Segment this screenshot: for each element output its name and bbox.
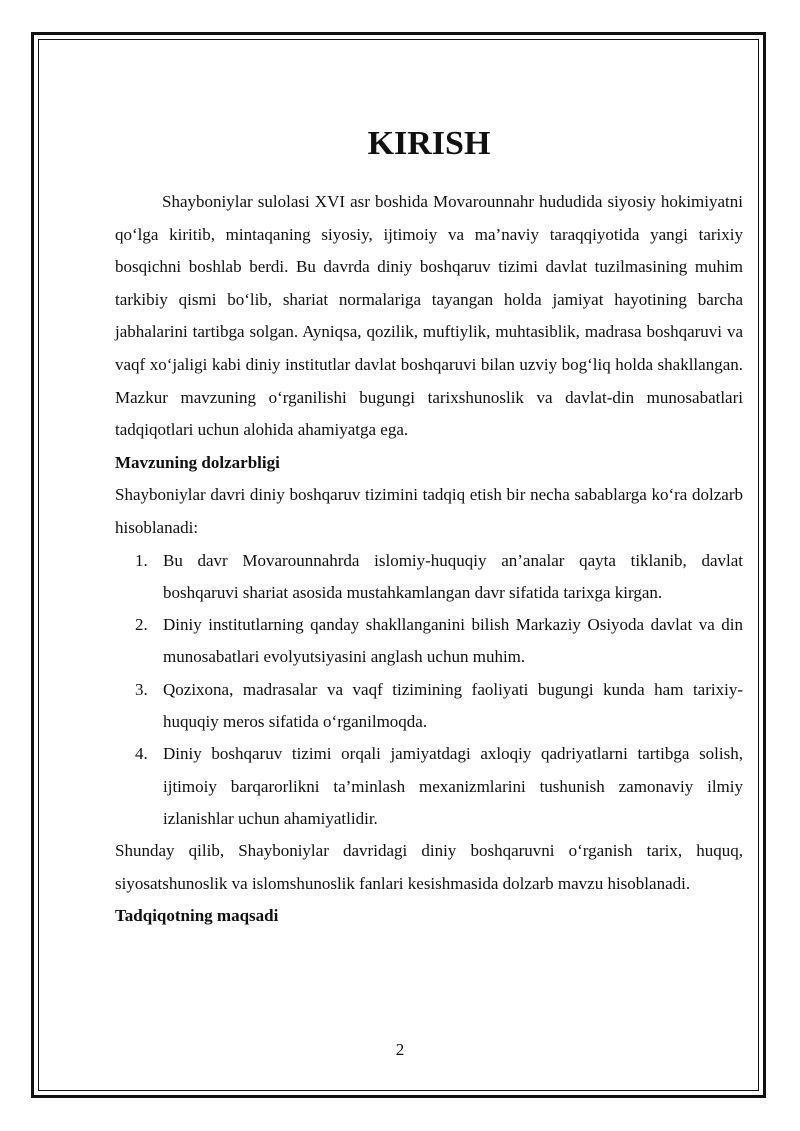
list-item-text: Qozixona, madrasalar va vaqf tizimining faoliyati bugungi kunda ham tarixiy-huquqiy meros sifatida o‘rganilmoqda. <box>163 679 743 732</box>
list-item-text: Bu davr Movarounnahrda islomiy-huquqiy an’analar qayta tiklanib, davlat boshqaruvi shariat asosida mustahkamlangan davr sifatida tarixga kirgan. <box>163 550 743 602</box>
section-heading-goal: Tadqiqotning maqsadi <box>115 906 279 926</box>
page-number: 2 <box>395 1040 405 1059</box>
relevance-conclusion: Shunday qilib, Shayboniylar davridagi diniy boshqaruvni o‘rganish tarix, huquq, siyosatshunoslik va islomshunoslik fanlari kesishmasida dolzarb mavzu hisoblanadi. <box>115 841 743 893</box>
list-item <box>115 674 743 739</box>
page-content <box>115 125 743 933</box>
relevance-lead: Shayboniylar davri diniy boshqaruv tizimini tadqiq etish bir necha sabablarga ko‘ra dolzarb hisoblanadi: <box>115 485 743 537</box>
list-item <box>115 738 743 835</box>
document-title: KIRISH <box>367 125 491 162</box>
relevance-list <box>115 545 743 836</box>
list-item-number: 4. <box>135 744 148 764</box>
list-item-text: Diniy institutlarning qanday shakllanganini bilish Markaziy Osiyoda davlat va din munosabatlari evolyutsiyasini anglash uchun muhim. <box>163 615 743 667</box>
list-item <box>115 609 743 674</box>
list-item-number: 3. <box>135 679 148 699</box>
list-item-number: 1. <box>135 550 148 570</box>
list-item <box>115 545 743 610</box>
list-item-text: Diniy boshqaruv tizimi orqali jamiyatdagi axloqiy qadriyatlarni tartibga solish, ijtimoiy barqarorlikni ta’minlash mexanizmlarini tushunish zamonaviy ilmiy izlanishlar uchun ahamiyatlidir. <box>163 744 743 828</box>
intro-paragraph: Shayboniylar sulolasi XVI asr boshida Movarounnahr hududida siyosiy hokimiyatni qo‘lga kiritib, mintaqaning siyosiy, ijtimoiy va ma’naviy taraqqiyotida yangi tarixiy bosqichni boshlab berdi. Bu davrda diniy boshqaruv tizimi davlat tuzilmasining muhim tarkibiy qismi bo‘lib, shariat normalariga tayangan holda jamiyat hayotining barcha jabhalarini tartibga solgan. Ayniqsa, qozilik, muftiylik, muhtasiblik, madrasa boshqaruvi va vaqf xo‘jaligi kabi diniy institutlar davlat boshqaruvi bilan uzviy bog‘liq holda shakllangan. Mazkur mavzuning o‘rganilishi bugungi tarixshunoslik va davlat-din munosabatlari tadqiqotlari uchun alohida ahamiyatga ega. <box>115 192 743 440</box>
list-item-number: 2. <box>135 615 148 635</box>
section-heading-relevance: Mavzuning dolzarbligi <box>115 452 280 472</box>
